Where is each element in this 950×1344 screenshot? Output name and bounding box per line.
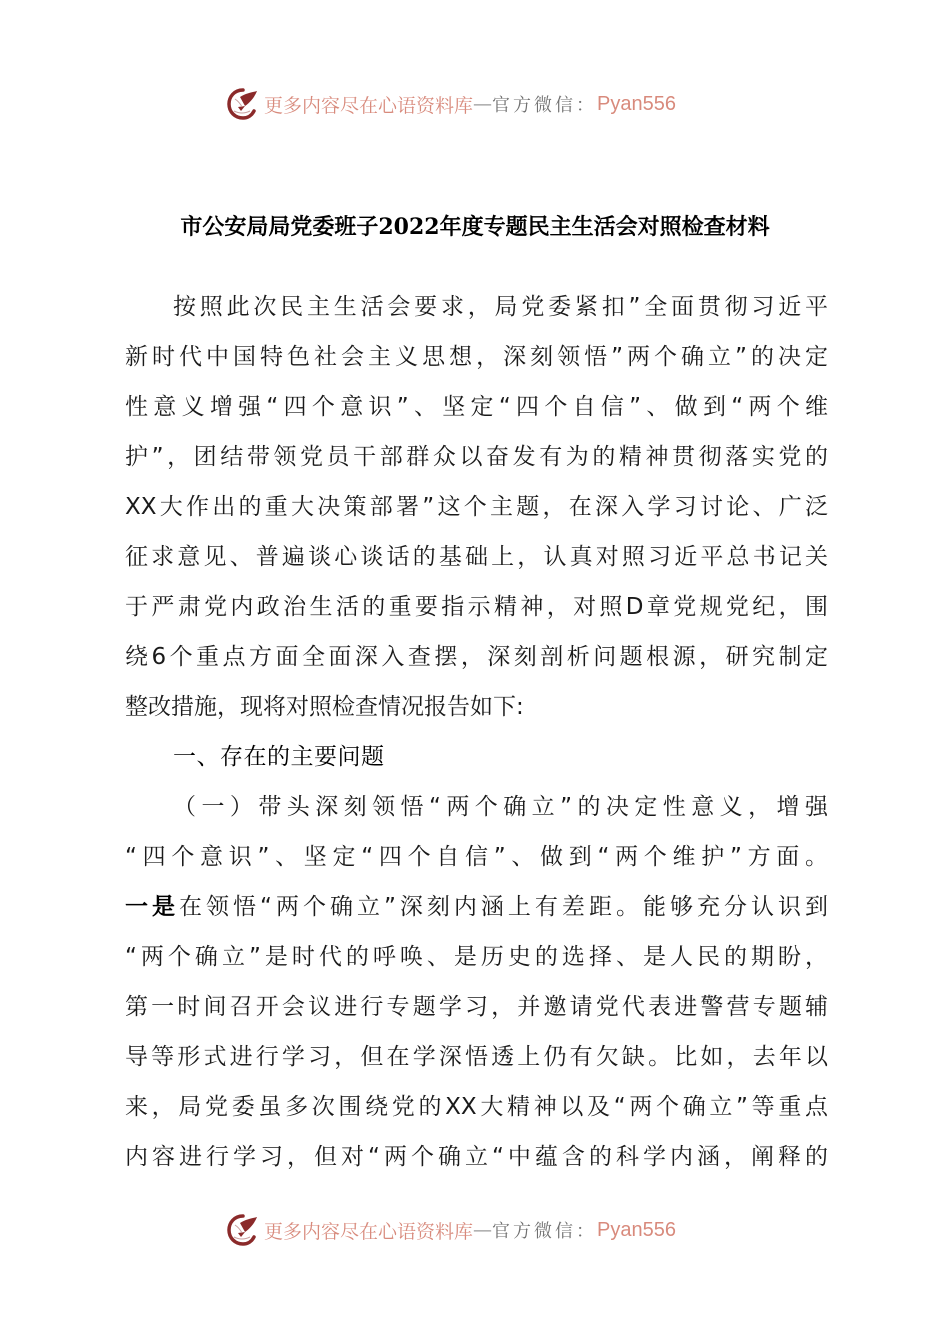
subsection-line: “四个意识”、坚定“四个自信”、做到“两个维护”方面。 bbox=[125, 844, 828, 870]
watermark-header bbox=[226, 84, 726, 124]
intro-line: XX大作出的重大决策部署”这个主题，在深入学习讨论、广泛 bbox=[125, 494, 828, 520]
intro-line: 性意义增强“四个意识”、坚定“四个自信”、做到“两个维 bbox=[125, 394, 828, 420]
point-line: 导等形式进行学习，但在学深悟透上仍有欠缺。比如，去年以 bbox=[125, 1044, 828, 1070]
intro-line: 整改措施，现将对照检查情况报告如下: bbox=[125, 694, 524, 720]
intro-line: 新时代中国特色社会主义思想，深刻领悟”两个确立”的决定 bbox=[125, 344, 828, 370]
point-line bbox=[125, 882, 828, 932]
watermark-wechat-id: Pyan556 bbox=[597, 1218, 676, 1241]
document-title: 市公安局局党委班子2022年度专题民主生活会对照检查材料 bbox=[180, 214, 770, 240]
watermark-main-text: 更多内容尽在心语资料库 bbox=[264, 1220, 474, 1243]
watermark-dash: — bbox=[473, 93, 493, 115]
intro-line: 征求意见、普遍谈心谈话的基础上，认真对照习近平总书记关 bbox=[125, 544, 828, 570]
intro-line: 护”，团结带领党员干部群众以奋发有为的精神贯彻落实党的 bbox=[125, 444, 828, 470]
quill-pen-logo-icon bbox=[226, 1213, 260, 1247]
intro-line: 按照此次民主生活会要求，局党委紧扣”全面贯彻习近平 bbox=[173, 294, 828, 320]
watermark-main-text: 更多内容尽在心语资料库 bbox=[264, 94, 474, 117]
point-lead: 一是 bbox=[125, 894, 180, 920]
watermark-footer bbox=[226, 1210, 726, 1250]
subsection-line: （一）带头深刻领悟“两个确立”的决定性意义，增强 bbox=[173, 794, 828, 820]
section-heading: 一、存在的主要问题 bbox=[173, 744, 385, 770]
document-body bbox=[125, 282, 828, 1182]
point-line: 来，局党委虽多次围绕党的XX大精神以及“两个确立”等重点 bbox=[125, 1094, 828, 1120]
watermark-wechat-id: Pyan556 bbox=[597, 92, 676, 115]
quill-pen-logo-icon bbox=[226, 87, 260, 121]
point-line: 第一时间召开会议进行专题学习，并邀请党代表进警营专题辅 bbox=[125, 994, 828, 1020]
watermark-official-label: 官方微信： bbox=[492, 95, 598, 116]
point-line-text: 在领悟“两个确立”深刻内涵上有差距。能够充分认识到 bbox=[179, 894, 828, 920]
intro-line: 于严肃党内政治生活的重要指示精神，对照D章党规党纪，围 bbox=[125, 594, 828, 620]
watermark-official-label: 官方微信： bbox=[492, 1221, 598, 1242]
point-line: 内容进行学习，但对“两个确立“中蕴含的科学内涵，阐释的 bbox=[125, 1144, 828, 1170]
point-line: “两个确立”是时代的呼唤、是历史的选择、是人民的期盼， bbox=[125, 944, 828, 970]
watermark-dash: — bbox=[473, 1219, 493, 1241]
intro-line: 绕6个重点方面全面深入查摆，深刻剖析问题根源，研究制定 bbox=[125, 644, 828, 670]
